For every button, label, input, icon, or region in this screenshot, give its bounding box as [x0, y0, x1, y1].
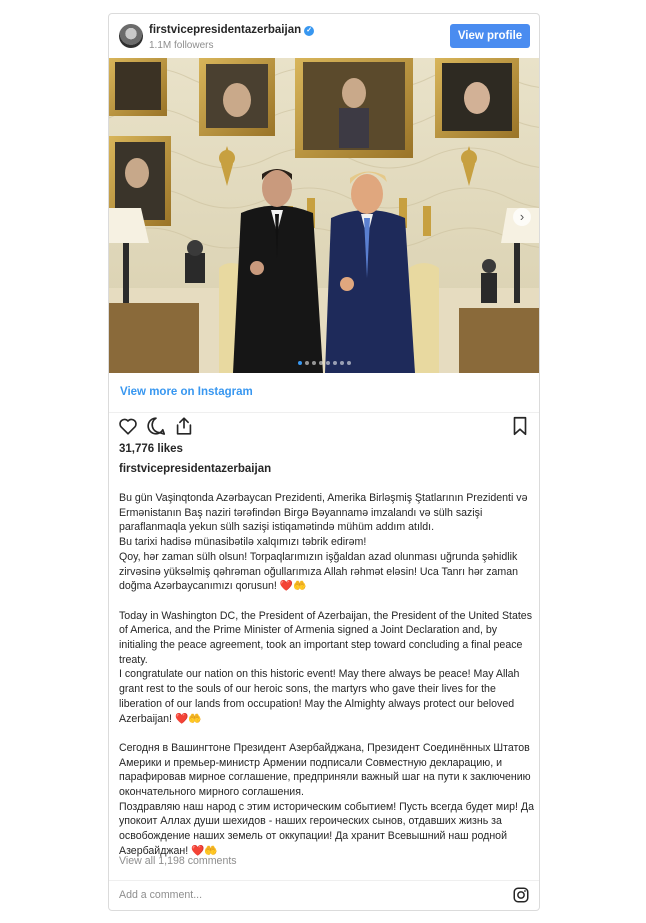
caption-paragraph-en: Today in Washington DC, the President of Azerbaijan, the President of the United States of America, and the Prime Minister of Armenia signed a Joint Declaration and, by initialing the peace agreement, took an important step toward concluding a final peace treaty. I congratulate our nation on this historic event! May there always be peace! May Allah grant rest to the souls of our heroic sons, the martyrs who gave their lives for the liberation of our lands from occupation! May the Almighty always protect our beloved Azerbaijan! ❤️🤲	[119, 609, 532, 725]
next-arrow-icon[interactable]: ›	[513, 208, 531, 226]
caption-paragraph-ru: Сегодня в Вашингтоне Президент Азербайджана, Президент Соединённых Штатов Америки и премьер-министр Армении подписали Совместную декларацию, и парафировав мирное соглашение, предприняли важный шаг на пути к заключению окончательного мирного соглашения. Поздравляю наш народ с этим историческим событием! Пусть всегда будет мир! Да упокоит Аллах души шехидов - наших героических сынов, отдавших жизнь за освобождение наших земель от оккупации! Да хранит Всевышний наш родной Азербайджан! ❤️🤲	[119, 741, 534, 857]
view-more-link[interactable]: View more on Instagram	[109, 373, 539, 413]
add-comment-placeholder: Add a comment...	[119, 889, 203, 901]
comment-icon[interactable]	[145, 415, 167, 437]
instagram-icon[interactable]	[512, 886, 530, 904]
carousel-dots	[109, 361, 539, 365]
action-bar	[109, 415, 539, 441]
carousel-dot[interactable]	[319, 361, 323, 365]
carousel-dot[interactable]	[312, 361, 316, 365]
carousel-dot[interactable]	[333, 361, 337, 365]
photo-image	[109, 58, 539, 373]
username-text: firstvicepresidentazerbaijan	[149, 24, 302, 36]
carousel-dot[interactable]	[326, 361, 330, 365]
likes-count[interactable]: 31,776 likes	[119, 443, 183, 455]
view-profile-button[interactable]: View profile	[450, 24, 530, 48]
carousel-dot[interactable]	[298, 361, 302, 365]
instagram-embed-card	[108, 13, 540, 911]
post-photo[interactable]	[109, 58, 539, 373]
share-icon[interactable]	[173, 415, 195, 437]
followers-count: 1.1M followers	[149, 40, 214, 51]
post-header	[109, 14, 539, 58]
carousel-dot[interactable]	[305, 361, 309, 365]
carousel-dot[interactable]	[347, 361, 351, 365]
username-link[interactable]	[149, 24, 314, 36]
bookmark-icon[interactable]	[509, 415, 531, 437]
avatar[interactable]	[119, 24, 143, 48]
caption-username[interactable]: firstvicepresidentazerbaijan	[119, 463, 272, 475]
add-comment-field[interactable]	[109, 880, 539, 910]
verified-badge-icon: ✓	[304, 26, 314, 36]
heart-icon[interactable]	[117, 415, 139, 437]
carousel-dot[interactable]	[340, 361, 344, 365]
view-all-comments-link[interactable]: View all 1,198 comments	[119, 855, 237, 867]
caption-paragraph-az: Bu gün Vaşinqtonda Azərbaycan Prezidenti, Amerika Birləşmiş Ştatlarının Prezidenti və Ermənistanın Baş naziri tərəfindən Birgə Bəyannamə imzalandı və sülh sazişi paraflanmaqla yekun sülh sazişi istiqamətində mühüm addım atıldı. Bu tarixi hadisə münasibətilə xalqımızı təbrik edirəm! Qoy, hər zaman sülh olsun! Torpaqlarımızın işğaldan azad olunması uğrunda şəhidlik zirvəsinə yüksəlmiş qəhrəman oğullarımıza Allah rəhmət eləsin! Uca Tanrı hər zaman doğma Azərbaycanımızı qorusun! ❤️🤲	[119, 492, 528, 593]
caption-text	[119, 491, 535, 873]
